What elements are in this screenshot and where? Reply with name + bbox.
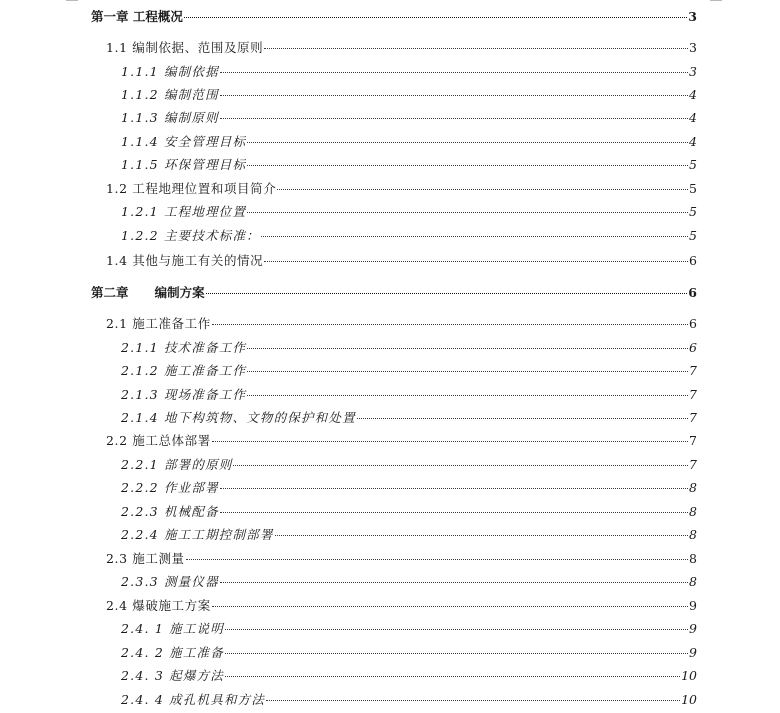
toc-entry-label: 2.2.2 作业部署	[121, 480, 219, 495]
toc-entry-label: 1.1.3 编制原则	[121, 110, 219, 125]
toc-entry-page: 9	[689, 598, 697, 613]
dot-leader	[212, 606, 688, 607]
toc-entry-label: 1.1.4 安全管理目标	[121, 134, 247, 149]
toc-entry-page: 6	[688, 285, 697, 300]
toc-entry-2-4-4[interactable]	[121, 690, 697, 710]
toc-entry-2-1-3[interactable]	[121, 385, 697, 405]
toc-entry-page: 5	[689, 228, 697, 243]
toc-entry-label: 2.2.1 部署的原则	[121, 457, 233, 472]
toc-entry-label: 1.4 其他与施工有关的情况	[106, 253, 264, 268]
dot-leader	[220, 72, 688, 73]
toc-entry-1-1-5[interactable]	[121, 155, 697, 175]
dot-leader	[247, 212, 688, 213]
toc-entry-label: 1.1.5 环保管理目标	[121, 157, 247, 172]
toc-entry-label: 2.1.2 施工准备工作	[121, 363, 247, 378]
toc-entry-label: 第一章 工程概况	[91, 9, 183, 24]
toc-entry-page: 3	[689, 64, 697, 79]
toc-entry-page: 3	[689, 40, 697, 55]
dot-leader	[266, 700, 680, 701]
toc-entry-page: 7	[689, 363, 697, 378]
toc-entry-2-1-4[interactable]	[121, 408, 697, 428]
toc-entry-2-2-1[interactable]	[121, 455, 697, 475]
dot-leader	[206, 293, 688, 294]
toc-entry-page: 8	[689, 574, 697, 589]
toc-entry-page: 4	[689, 134, 697, 149]
dot-leader	[247, 395, 688, 396]
dot-leader	[247, 142, 688, 143]
toc-entry-page: 7	[689, 433, 697, 448]
toc-entry-label: 2.1.4 地下构筑物、文物的保护和处置	[121, 410, 356, 425]
toc-entry-2-4[interactable]	[106, 596, 697, 616]
dot-leader	[212, 324, 688, 325]
toc-entry-label: 2.1.3 现场准备工作	[121, 387, 247, 402]
toc-entry-page: 8	[689, 551, 697, 566]
toc-entry-2-3[interactable]	[106, 549, 697, 569]
toc-entry-1-1-2[interactable]	[121, 85, 697, 105]
toc-entry-1-1-3[interactable]	[121, 108, 697, 128]
toc-entry-label: 2.4 爆破施工方案	[106, 598, 211, 613]
toc-entry-label: 2.2.3 机械配备	[121, 504, 219, 519]
dot-leader	[184, 17, 687, 18]
toc-entry-page: 6	[689, 316, 697, 331]
dot-leader	[186, 559, 688, 560]
toc-entry-page: 9	[689, 645, 697, 660]
toc-entry-page: 8	[689, 480, 697, 495]
toc-entry-label: 2.1.1 技术准备工作	[121, 340, 247, 355]
toc-entry-1-2-2[interactable]	[121, 226, 697, 246]
toc-entry-label: 1.1.2 编制范围	[121, 87, 219, 102]
toc-entry-label: 2.2 施工总体部署	[106, 433, 211, 448]
toc-entry-2-4-2[interactable]	[121, 643, 697, 663]
toc-entry-page: 3	[688, 9, 697, 24]
toc-entry-page: 10	[681, 692, 697, 707]
toc-entry-2-1-1[interactable]	[121, 338, 697, 358]
toc-entry-chapter-2[interactable]	[91, 283, 697, 303]
toc-entry-1-1-1[interactable]	[121, 62, 697, 82]
dot-leader	[264, 261, 688, 262]
dot-leader	[261, 236, 688, 237]
toc-entry-label: 1.2 工程地理位置和项目简介	[106, 181, 277, 196]
toc-entry-label: 2.1 施工准备工作	[106, 316, 211, 331]
dot-leader	[225, 629, 688, 630]
dot-leader	[264, 48, 688, 49]
dot-leader	[247, 371, 688, 372]
toc-entry-1-4[interactable]	[106, 251, 697, 271]
toc-entry-label: 2.4. 1 施工说明	[121, 621, 224, 636]
toc-entry-2-2-3[interactable]	[121, 502, 697, 522]
toc-entry-page: 5	[689, 157, 697, 172]
toc-entry-page: 5	[689, 181, 697, 196]
toc-entry-chapter-1[interactable]	[91, 7, 697, 27]
toc-entry-page: 5	[689, 204, 697, 219]
toc-entry-label: 1.2.1 工程地理位置	[121, 204, 247, 219]
toc-entry-page: 7	[689, 387, 697, 402]
toc-entry-label: 1.2.2 主要技术标准：	[121, 228, 260, 243]
toc-entry-page: 10	[681, 668, 697, 683]
toc-entry-2-2-2[interactable]	[121, 478, 697, 498]
dot-leader	[277, 189, 688, 190]
toc-entry-label: 2.4. 4 成孔机具和方法	[121, 692, 266, 707]
toc-entry-2-1[interactable]	[106, 314, 697, 334]
toc-entry-1-1[interactable]	[106, 38, 697, 58]
toc-entry-label: 2.4. 3 起爆方法	[121, 668, 224, 683]
dot-leader	[247, 165, 688, 166]
toc-entry-label: 第二章 编制方案	[91, 285, 205, 300]
toc-entry-label: 2.3.3 测量仪器	[121, 574, 219, 589]
toc-entry-2-2[interactable]	[106, 431, 697, 451]
toc-entry-page: 7	[689, 457, 697, 472]
toc-entry-1-2[interactable]	[106, 179, 697, 199]
toc-entry-label: 2.2.4 施工工期控制部署	[121, 527, 274, 542]
toc-entry-page: 6	[689, 340, 697, 355]
toc-entry-label: 1.1 编制依据、范围及原则	[106, 40, 264, 55]
toc-entry-page: 6	[689, 253, 697, 268]
toc-entry-page: 9	[689, 621, 697, 636]
dot-leader	[220, 582, 688, 583]
toc-entry-2-2-4[interactable]	[121, 525, 697, 545]
dot-leader	[233, 465, 688, 466]
toc-entry-page: 4	[689, 87, 697, 102]
dot-leader	[275, 535, 688, 536]
toc-entry-label: 2.4. 2 施工准备	[121, 645, 224, 660]
toc-entry-label: 2.3 施工测量	[106, 551, 185, 566]
toc-entry-2-4-1[interactable]	[121, 619, 697, 639]
toc-entry-label: 1.1.1 编制依据	[121, 64, 219, 79]
toc-entry-1-1-4[interactable]	[121, 132, 697, 152]
toc-entry-2-4-3[interactable]	[121, 666, 697, 686]
dot-leader	[225, 676, 680, 677]
dot-leader	[212, 441, 688, 442]
toc-entry-2-1-2[interactable]	[121, 361, 697, 381]
dot-leader	[247, 348, 688, 349]
toc-entry-page: 8	[689, 527, 697, 542]
dot-leader	[220, 118, 688, 119]
dot-leader	[220, 95, 688, 96]
toc-entry-page: 4	[689, 110, 697, 125]
dot-leader	[220, 512, 688, 513]
dot-leader	[220, 488, 688, 489]
dot-leader	[225, 653, 688, 654]
toc-entry-page: 8	[689, 504, 697, 519]
toc-entry-page: 7	[689, 410, 697, 425]
dot-leader	[357, 418, 688, 419]
toc-entry-1-2-1[interactable]	[121, 202, 697, 222]
toc-entry-2-3-3[interactable]	[121, 572, 697, 592]
